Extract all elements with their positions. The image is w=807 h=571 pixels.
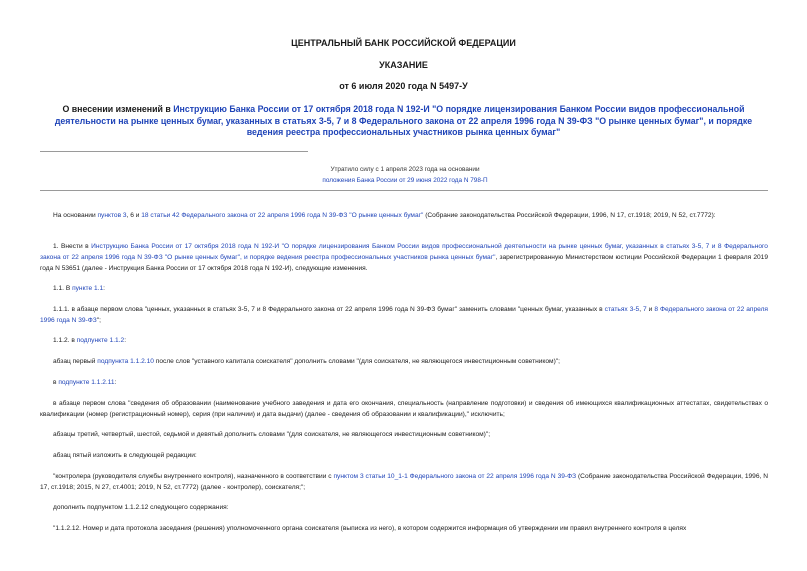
text: На основании bbox=[53, 212, 98, 219]
text: 1.1.1. в абзаце первом слова "ценных, указанных в статьях 3-5, 7 и 8 Федерального закона от 22 апреля 1996 года N 39-ФЗ бумаг" заменить словами "ценных бумаг, указанных в bbox=[53, 306, 605, 313]
document-date-number: от 6 июля 2020 года N 5497-У bbox=[339, 81, 468, 91]
article-10-1-1-link[interactable]: пунктом 3 статьи 10_1-1 Федерального закона от 22 апреля 1996 года N 39-ФЗ bbox=[333, 473, 577, 480]
text: после слов "уставного капитала соискателя" дополнить словами "(для соискателя, не являющегося инвестиционным советником)"; bbox=[153, 358, 560, 365]
paragraph-item-1-1 bbox=[40, 283, 768, 294]
text: 1. Внести в bbox=[53, 243, 92, 250]
subpoint-1-1-2-10-link[interactable]: подпункта 1.1.2.10 bbox=[97, 358, 154, 365]
text: 1.1. В bbox=[53, 285, 73, 292]
text: (Собрание законодательства Российской Федерации, 1996, N 17, ст.1918; 2019, N 52, ст.7772): bbox=[423, 212, 716, 219]
text: и bbox=[646, 306, 655, 313]
text: (Собрание законодательства Российской Федерации, 1996, N 17, ст.1918; 2015, N 27, ст.4001; 2019, N 52, ст.7772) (далее - контролер), соискателя;"; bbox=[40, 473, 768, 491]
paragraph-item-1 bbox=[40, 241, 768, 274]
instruction-link[interactable]: Инструкцию Банка России от 17 октября 2018 года N 192-И "О порядке лицензирования Банком России видов профессиональной деятельности на рынке ценных бумаг, указанных в статьях 3-5, 7 и 8 Федерального закона от 22 апреля 1996 года N 39-ФЗ "О рынке ценных бумаг", и порядке ведения реестра профессиональных участников рынка ценных бумаг" bbox=[40, 243, 768, 261]
point-1-1-link[interactable]: пункте 1.1 bbox=[72, 285, 104, 292]
paragraph-fifth-clause: абзац пятый изложить в следующей редакции: bbox=[53, 452, 197, 459]
paragraph-controller bbox=[40, 471, 768, 493]
issuer-heading: ЦЕНТРАЛЬНЫЙ БАНК РОССИЙСКОЙ ФЕДЕРАЦИИ bbox=[291, 38, 516, 48]
article-8-law-link[interactable]: 8 Федерального закона от 22 апреля 1996 года N 39-ФЗ bbox=[40, 306, 768, 324]
expiry-note-link[interactable]: положения Банка России от 29 июня 2022 года N 798-П bbox=[322, 177, 488, 184]
text: , 6 и bbox=[126, 212, 142, 219]
paragraph-education-clause: в абзаце первом слова "сведения об образовании (наименование учебного заведения и дата его окончания, специальность (направление подготовки) и сведения об имеющихся квалификационных аттестатах, свидетельствах о квалификации (номер (регистрационный номер), серия (при наличии) и дата выдачи) (далее - сведения об образовании и квалификации)," исключить; bbox=[40, 400, 768, 418]
document-type-heading: УКАЗАНИЕ bbox=[379, 60, 428, 70]
paragraph-supplement-clause: абзацы третий, четвертый, шестой, седьмой и девятый дополнить словами "(для соискателя, не являющегося инвестиционным советником)"; bbox=[53, 431, 491, 438]
text: 1.1.2. в bbox=[53, 337, 77, 344]
paragraph-preamble bbox=[40, 210, 768, 221]
law-link-points[interactable]: пунктов 3 bbox=[97, 212, 127, 219]
separator-line-full bbox=[40, 190, 768, 191]
subpoint-1-1-2-link[interactable]: подпункте 1.1.2 bbox=[76, 337, 125, 344]
text: , зарегистрированную Министерством юстиции Российской Федерации 1 февраля 2019 года N 53651 (далее - Инструкция Банка России от 17 октября 2018 года N 192-И), следующие изменения. bbox=[40, 254, 768, 272]
article-7-link[interactable]: 7 bbox=[643, 306, 647, 313]
separator-line-short bbox=[40, 151, 308, 152]
subpoint-1-1-2-11-link[interactable]: подпункте 1.1.2.11 bbox=[58, 379, 115, 386]
paragraph-item-1-1-1 bbox=[40, 304, 768, 326]
paragraph-subpoint-1-1-2-11 bbox=[40, 377, 768, 388]
title-instruction-link[interactable]: Инструкцию Банка России от 17 октября 2018 года N 192-И "О порядке лицензирования Банком России видов профессиональной деятельности на рынке ценных бумаг, указанных в статьях 3-5, 7 и 8 Федерального закона от 22 апреля 1996 года N 39-ФЗ "О рынке ценных бумаг", и порядке ведения реестра профессиональных участников рынка ценных бумаг" bbox=[54, 104, 753, 137]
text: : bbox=[114, 379, 117, 386]
text: : bbox=[103, 285, 105, 292]
expiry-note bbox=[285, 164, 525, 186]
text: , bbox=[639, 306, 644, 313]
document-title bbox=[50, 104, 757, 139]
text: : bbox=[124, 337, 127, 344]
paragraph-subpoint-1-1-2-12: "1.1.2.12. Номер и дата протокола заседания (решения) уполномоченного органа соискателя (выписка из него), в котором содержится информация об утверждении им правил внутреннего контроля в целях bbox=[53, 525, 687, 532]
articles-3-5-link[interactable]: статьях 3-5 bbox=[604, 306, 640, 313]
law-link-article[interactable]: 18 статьи 42 Федерального закона от 22 апреля 1996 года N 39-ФЗ "О рынке ценных бумаг" bbox=[141, 212, 424, 219]
paragraph-item-1-1-2 bbox=[40, 335, 768, 346]
text: в bbox=[53, 379, 59, 386]
expiry-note-text: Утратило силу с 1 апреля 2023 года на основании bbox=[330, 166, 480, 173]
paragraph-add-subpoint: дополнить подпунктом 1.1.2.12 следующего содержания: bbox=[53, 504, 229, 511]
title-prefix: О внесении изменений в bbox=[62, 104, 174, 114]
text: "контролера (руководителя службы внутреннего контроля), назначенного в соответствии с bbox=[53, 473, 334, 480]
paragraph-subpoint-1-1-2-10 bbox=[40, 356, 768, 367]
text: абзац первый bbox=[53, 358, 98, 365]
text: "; bbox=[96, 317, 101, 324]
